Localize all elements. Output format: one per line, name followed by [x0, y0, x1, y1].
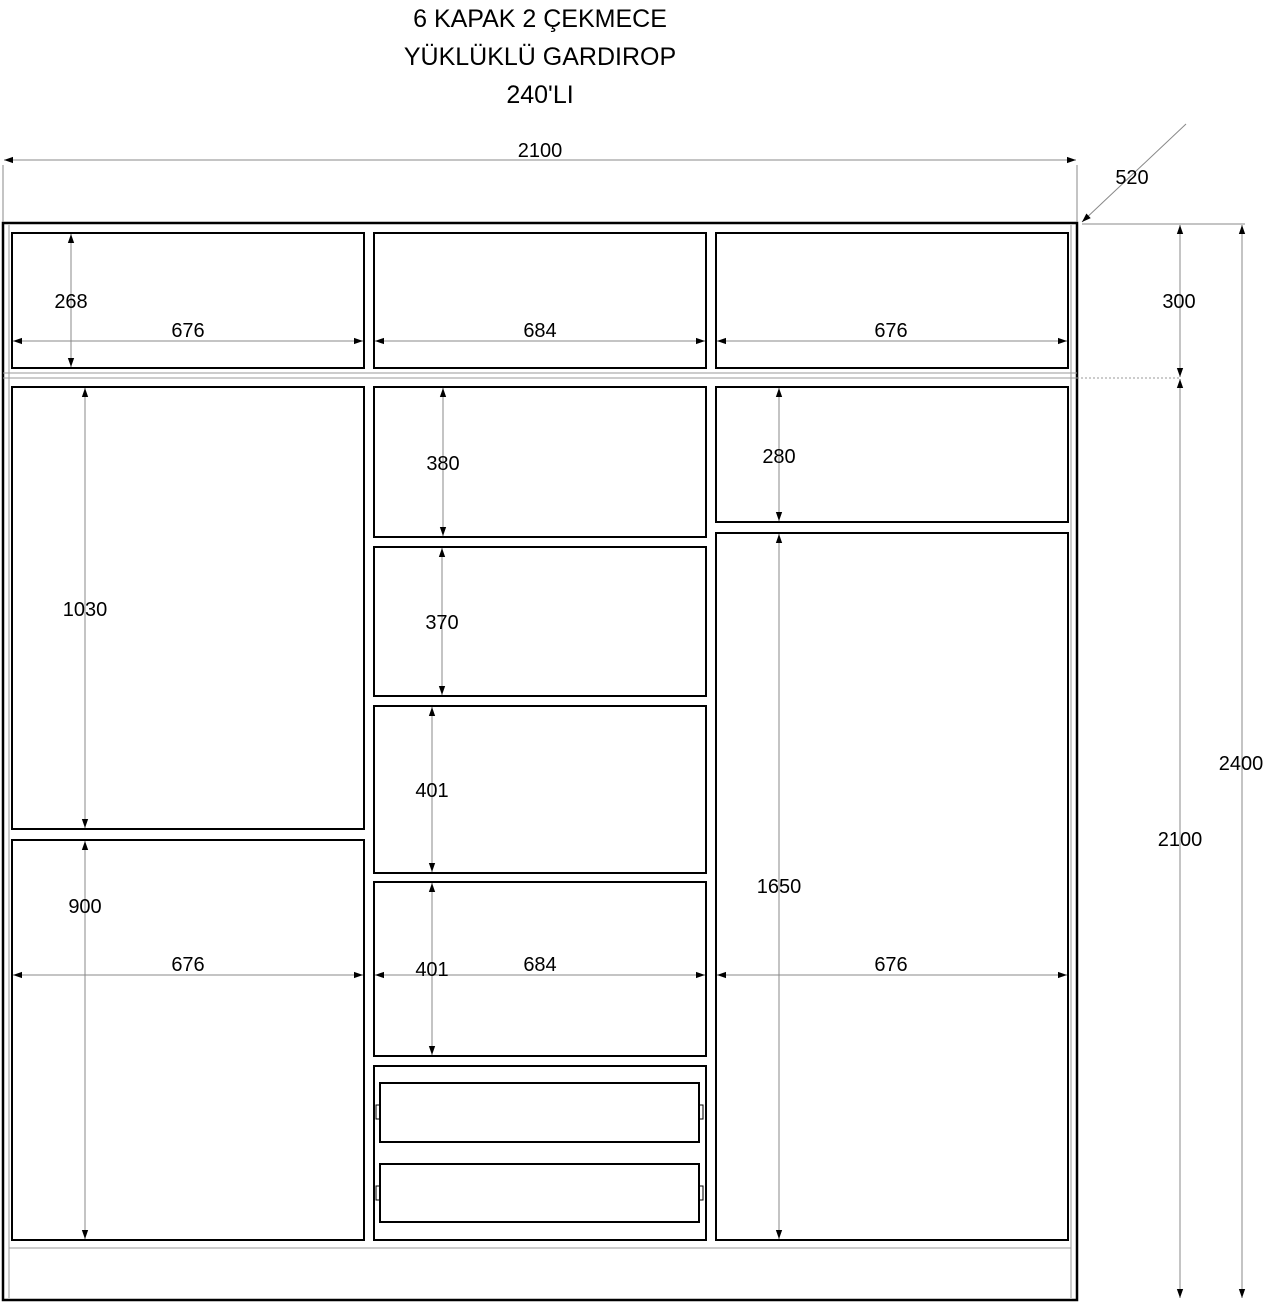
middle-d1-height-label: 380	[426, 453, 460, 475]
title-line-3: 240'LI	[506, 81, 574, 109]
top-right-width-label: 676	[874, 320, 908, 342]
middle-d2-height-label: 370	[425, 612, 459, 634]
drawers	[376, 1083, 703, 1222]
dimension-lines	[3, 124, 1245, 1298]
top-left-height-label: 268	[54, 291, 88, 313]
drawer-1	[380, 1083, 699, 1142]
left-lower-door	[12, 840, 364, 1240]
drawer-2	[380, 1164, 699, 1222]
right-upper-height-label: 280	[762, 446, 796, 468]
lower-height-label: 2100	[1157, 829, 1203, 851]
left-lower-height-label: 900	[68, 896, 102, 918]
drawer-housing	[374, 1066, 706, 1240]
top-left-width-label: 676	[171, 320, 205, 342]
middle-width-label: 684	[523, 954, 557, 976]
dimension-labels	[54, 140, 1263, 981]
wardrobe-carcass	[3, 223, 1180, 1300]
title-line-2: YÜKLÜKLÜ GARDIROP	[403, 43, 677, 71]
outer-frame	[3, 223, 1077, 1300]
left-upper-height-label: 1030	[62, 599, 108, 621]
top-height-label: 300	[1162, 291, 1196, 313]
depth-label: 520	[1115, 167, 1149, 189]
left-width-label: 676	[171, 954, 205, 976]
top-right-door	[716, 233, 1068, 368]
middle-door-2	[374, 547, 706, 696]
middle-d4-height-label: 401	[415, 959, 449, 981]
top-middle-width-label: 684	[523, 320, 557, 342]
overall-width-label: 2100	[517, 140, 563, 162]
top-middle-door	[374, 233, 706, 368]
right-lower-height-label: 1650	[756, 876, 802, 898]
title-line-1: 6 KAPAK 2 ÇEKMECE	[413, 5, 667, 33]
right-width-label: 676	[874, 954, 908, 976]
total-height-label: 2400	[1218, 753, 1264, 775]
middle-d3-height-label: 401	[415, 780, 449, 802]
middle-door-1	[374, 387, 706, 537]
panels	[12, 233, 1068, 1240]
